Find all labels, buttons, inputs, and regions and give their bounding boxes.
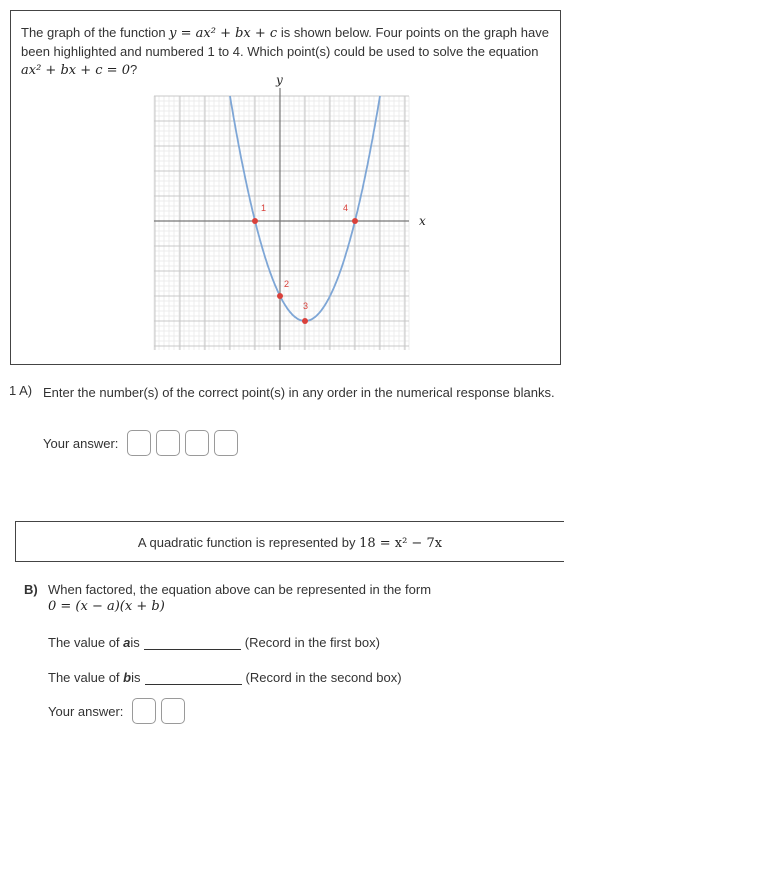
y-axis-label: y: [276, 73, 283, 87]
intro-text-c: ?: [129, 62, 138, 77]
point-1: [252, 218, 258, 224]
function-equation: y = ax² + bx + c: [169, 26, 278, 41]
point-label-4: 4: [343, 203, 349, 213]
answer-row-b: [48, 698, 190, 724]
answer-box-1a-3[interactable]: [185, 430, 209, 456]
answer-box-b-1[interactable]: [132, 698, 156, 724]
problem-2-equation: 18 = x² − 7x: [359, 536, 443, 551]
value-a-row: [48, 632, 380, 650]
value-a-prefix: The value of: [48, 635, 120, 650]
answer-box-1a-1[interactable]: [127, 430, 151, 456]
question-b-label: B): [24, 582, 38, 597]
answer-box-1a-2[interactable]: [156, 430, 180, 456]
answer-box-1a-4[interactable]: [214, 430, 238, 456]
problem-2-text: A quadratic function is represented by: [137, 535, 360, 550]
factored-form: 0 = (x − a)(x + b): [48, 599, 165, 614]
question-1a-text: Enter the number(s) of the correct point(s) in any order in the numerical response blanks.: [43, 385, 555, 400]
question-b-text: When factored, the equation above can be represented in the form: [48, 582, 432, 597]
answer-label-b: Your answer:: [48, 703, 124, 719]
x-axis-label: x: [419, 214, 426, 228]
point-3: [302, 318, 308, 324]
question-1a-number: 1 A): [9, 383, 33, 398]
value-b-note: (Record in the second box): [245, 670, 402, 685]
point-label-1: 1: [261, 203, 267, 213]
point-label-3: 3: [303, 301, 309, 311]
solve-equation: ax² + bx + c = 0: [21, 63, 130, 78]
intro-text-b: is shown below. Four points on the graph have been highlighted and numbered 1 to 4. Which point(s) could be used to solve the equation: [21, 25, 549, 59]
point-2: [277, 293, 283, 299]
point-label-2: 2: [284, 279, 290, 289]
value-b-var: b: [123, 670, 132, 685]
answer-label-1a: Your answer:: [43, 435, 119, 451]
value-a-blank: [144, 635, 241, 650]
value-b-suffix: is: [131, 670, 141, 685]
parabola-graph: [130, 70, 430, 355]
answer-box-b-2[interactable]: [161, 698, 185, 724]
answer-row-1a: [43, 430, 243, 456]
intro-text-a: The graph of the function: [21, 25, 170, 40]
value-b-prefix: The value of: [48, 670, 120, 685]
value-a-note: (Record in the first box): [244, 635, 380, 650]
value-b-row: [48, 667, 402, 685]
problem-2-box: [15, 521, 564, 562]
value-b-blank: [145, 670, 242, 685]
point-4: [352, 218, 358, 224]
value-a-var: a: [123, 635, 131, 650]
value-a-suffix: is: [130, 635, 140, 650]
